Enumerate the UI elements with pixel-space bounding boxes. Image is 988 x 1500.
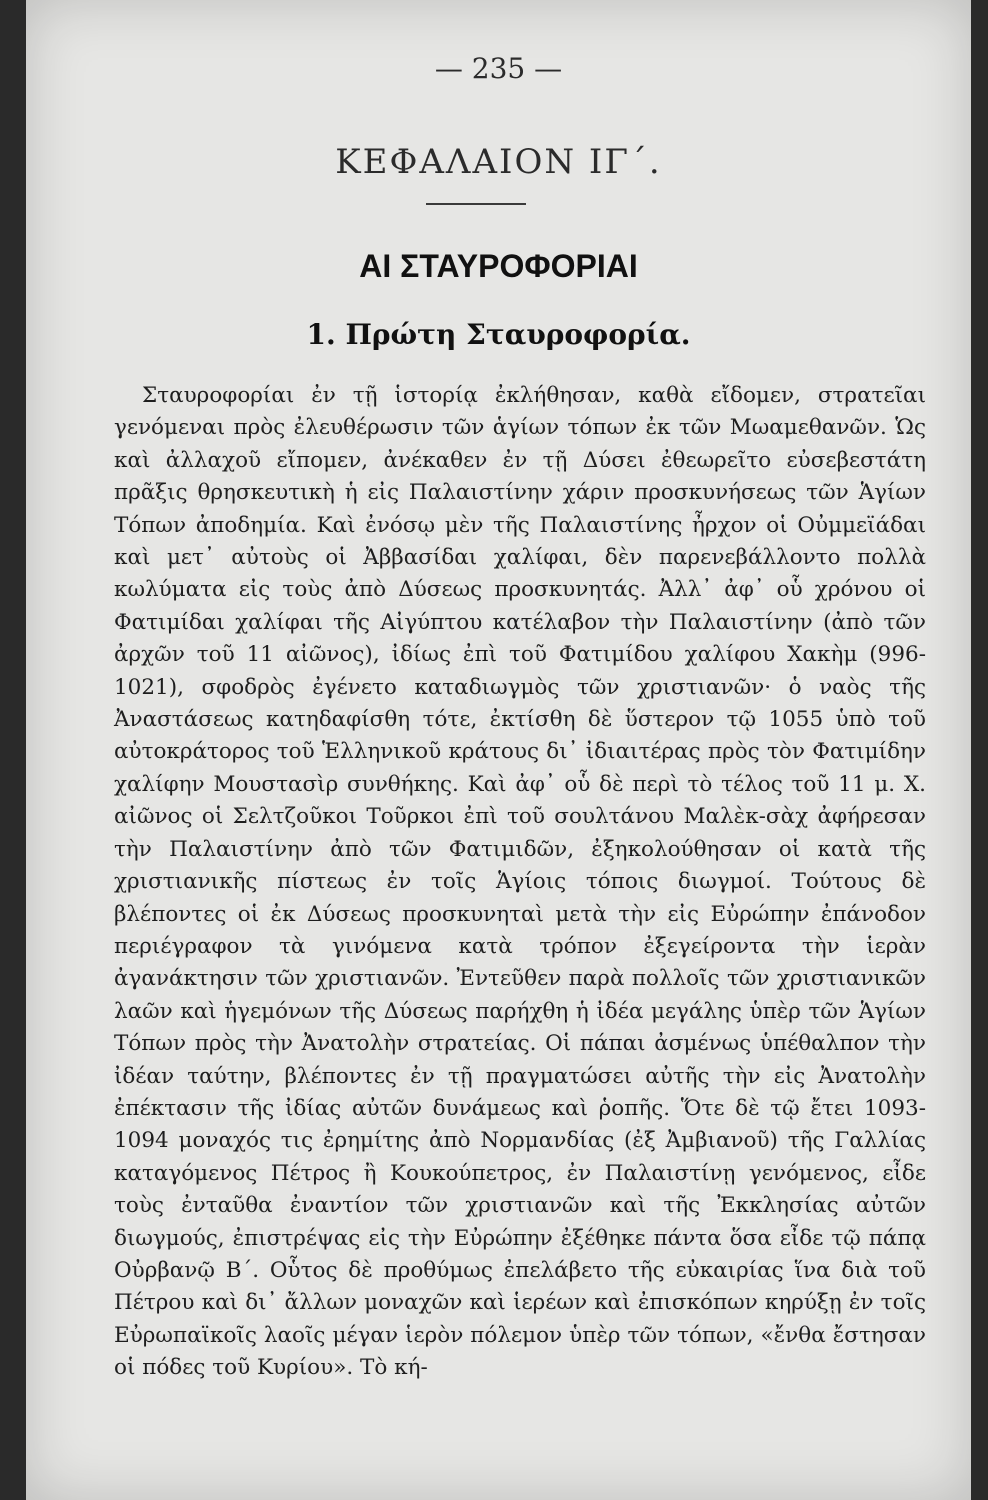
part-title: ΑΙ ΣΤΑΥΡΟΦΟΡΙΑΙ	[359, 248, 638, 284]
body-paragraph: Σταυροφορίαι ἐν τῇ ἱστορίᾳ ἐκλήθησαν, καθὰ εἴδομεν, στρατεῖαι γενόμεναι πρὸς ἐλευθέρωσιν τῶν ἁγίων τόπων ἐκ τῶν Μωαμεθανῶν. Ὡς καὶ ἀλλαχοῦ εἴπομεν, ἀνέκαθεν ἐν τῇ Δύσει ἐθεωρεῖτο εὐσεβεστάτη πρᾶξις θρησκευτικὴ ἡ εἰς Παλαιστίνην χάριν προσκυνήσεως τῶν Ἁγίων Τόπων ἀποδημία. Καὶ ἐνόσῳ μὲν τῆς Παλαιστίνης ἦρχον οἱ Οὐμμεϊάδαι καὶ μετ᾽ αὐτοὺς οἱ Ἀββασίδαι χαλίφαι, δὲν παρενεβάλλοντο πολλὰ κωλύματα εἰς τοὺς ἀπὸ Δύσεως προσκυνητάς. Ἀλλ᾽ ἀφ᾽ οὗ χρόνου οἱ Φατιμίδαι χαλίφαι τῆς Αἰγύπτου κατέλαβον τὴν Παλαιστίνην (ἀπὸ τῶν ἀρχῶν τοῦ 11 αἰῶνος), ἰδίως ἐπὶ τοῦ Φατιμίδου χαλίφου Χακὴμ (996-1021), σφοδρὸς ἐγένετο καταδιωγμὸς τῶν χριστιανῶν· ὁ ναὸς τῆς Ἀναστάσεως κατηδαφίσθη τότε, ἐκτίσθη δὲ ὕστερον τῷ 1055 ὑπὸ τοῦ αὐτοκράτορος τοῦ Ἑλληνικοῦ κράτους δι᾽ ἰδιαιτέρας πρὸς τὸν Φατιμίδην χαλίφην Μουστασὶρ συνθήκης. Καὶ ἀφ᾽ οὗ δὲ περὶ τὸ τέλος τοῦ 11 μ. Χ. αἰῶνος οἱ Σελτζοῦκοι Τοῦρκοι ἐπὶ τοῦ σουλτάνου Μαλὲκ-σὰχ ἀφήρεσαν τὴν Παλαιστίνην ἀπὸ τῶν Φατιμιδῶν, ἐξηκολούθησαν οἱ κατὰ τῆς χριστιανικῆς πίστεως ἐν τοῖς Ἁγίοις τόποις διωγμοί. Τούτους δὲ βλέποντες οἱ ἐκ Δύσεως προσκυνηταὶ μετὰ τὴν εἰς Εὐρώπην ἐπάνοδον περιέγραφον τὰ γινόμενα κατὰ τρόπον ἐξεγείροντα τὴν ἱερὰν ἀγανάκτησιν τῶν χριστιανῶν. Ἐντεῦθεν παρὰ πολλοῖς τῶν χριστιανικῶν λαῶν καὶ ἡγεμόνων τῆς Δύσεως παρήχθη ἡ ἰδέα μεγάλης ὑπὲρ τῶν Ἁγίων Τόπων πρὸς τὴν Ἀνατολὴν στρατείας. Οἱ πάπαι ἀσμένως ὑπέθαλπον τὴν ἰδέαν ταύτην, βλέποντες ἐν τῇ πραγματώσει αὐτῆς τὴν εἰς Ἀνατολὴν ἐπέκτασιν τῆς ἰδίας αὐτῶν δυνάμεως καὶ ῥοπῆς. Ὅτε δὲ τῷ ἔτει 1093-1094 μοναχός τις ἐρημίτης ἀπὸ Νορμανδίας (ἐξ Ἀμβιανοῦ) τῆς Γαλλίας καταγόμενος Πέτρος ἢ Κουκούπετρος, ἐν Παλαιστίνῃ γενόμενος, εἶδε τοὺς ἐνταῦθα ἐναντίον τῶν χριστιανῶν καὶ τῆς Ἐκκλησίας αὐτῶν διωγμούς, ἐπιστρέψας εἰς τὴν Εὐρώπην ἐξέθηκε πάντα ὅσα εἶδε τῷ πάπᾳ Οὐρβανῷ Β΄. Οὗτος δὲ προθύμως ἐπελάβετο τῆς εὐκαιρίας ἵνα διὰ τοῦ Πέτρου καὶ δι᾽ ἄλλων μοναχῶν καὶ ἱερέων καὶ ἐπισκόπων κηρύξῃ ἐν τοῖς Εὐρωπαϊκοῖς λαοῖς μέγαν ἱερὸν πόλεμον ὑπὲρ τῶν τόπων, «ἔνθα ἔστησαν οἱ πόδες τοῦ Κυρίου». Τὸ κή-	[114, 383, 926, 1381]
book-page	[26, 0, 971, 1500]
chapter-heading: ΚΕΦΑΛΑΙΟΝ ΙΓ΄.	[335, 142, 662, 182]
page-number: — 235 —	[434, 52, 563, 85]
section-title: 1. Πρώτη Σταυροφορία.	[306, 318, 691, 351]
body-text	[114, 380, 926, 1385]
divider	[426, 203, 526, 205]
